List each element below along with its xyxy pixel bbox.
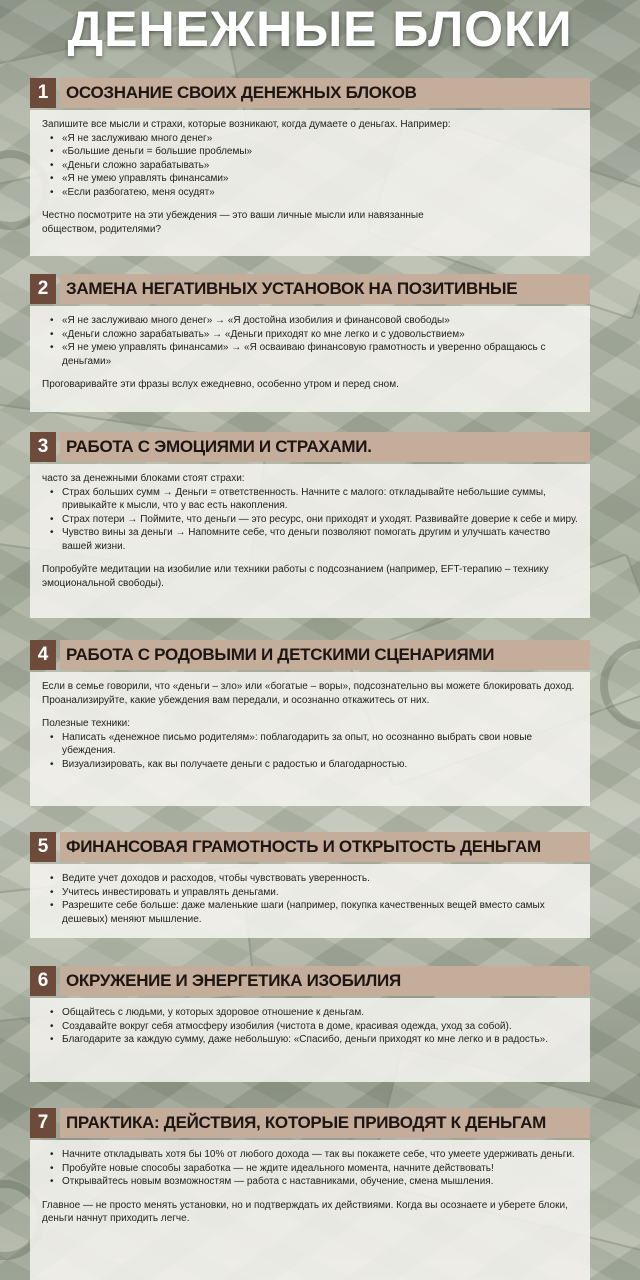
list-item: • Благодарите за каждую сумму, даже небольшую: «Спасибо, деньги приходят ко мне легко и в радость». xyxy=(50,1033,578,1047)
section-header xyxy=(30,432,590,462)
section-title: РАБОТА С РОДОВЫМИ И ДЕТСКИМИ СЦЕНАРИЯМИ xyxy=(60,640,590,670)
section-number: 5 xyxy=(30,832,56,862)
section-body xyxy=(30,306,590,412)
section-header xyxy=(30,640,590,670)
section-title: ЗАМЕНА НЕГАТИВНЫХ УСТАНОВОК НА ПОЗИТИВНЫЕ xyxy=(60,274,590,304)
section-outro: Честно посмотрите на эти убеждения — это ваши личные мысли или навязанные обществом, родителями? xyxy=(42,210,424,235)
section-title: ОСОЗНАНИЕ СВОИХ ДЕНЕЖНЫХ БЛОКОВ xyxy=(60,78,590,108)
section-body xyxy=(30,998,590,1082)
section-3 xyxy=(30,432,590,618)
list-item: • Создавайте вокруг себя атмосферу изобилия (чистота в доме, красивая одежда, уход за собой). xyxy=(50,1020,578,1034)
section-number: 6 xyxy=(30,966,56,996)
section-2 xyxy=(30,274,590,412)
section-outro: Проговаривайте эти фразы вслух ежедневно, особенно утром и перед сном. xyxy=(42,379,399,390)
section-5 xyxy=(30,832,590,938)
list-item: • Разрешите себе больше: даже маленькие шаги (например, покупка качественных вещей вместо самых дешевых) меняют мышление. xyxy=(50,899,578,926)
bullet-list xyxy=(42,1006,578,1047)
section-outro: Попробуйте медитации на изобилие или техники работы с подсознанием (например, EFT-терапию – технику эмоциональной свободы). xyxy=(42,564,549,589)
list-item: • «Я не заслуживаю много денег» xyxy=(50,132,578,146)
list-item: • «Деньги сложно зарабатывать» → «Деньги приходят ко мне легко и с удовольствием» xyxy=(50,328,578,342)
section-number: 1 xyxy=(30,78,56,108)
bullet-list xyxy=(42,1148,578,1189)
section-body xyxy=(30,1140,590,1280)
section-header xyxy=(30,274,590,304)
list-item: • Визуализировать, как вы получаете деньги с радостью и благодарностью. xyxy=(50,758,578,772)
list-item: • Чувство вины за деньги → Напомните себе, что деньги позволяют помогать другим и улучшать качество вашей жизни. xyxy=(50,526,578,553)
list-item: • Ведите учет доходов и расходов, чтобы чувствовать уверенность. xyxy=(50,872,578,886)
list-item: • «Я не умею управлять финансами» xyxy=(50,172,578,186)
section-number: 3 xyxy=(30,432,56,462)
section-body xyxy=(30,864,590,938)
list-item: • Общайтесь с людьми, у которых здоровое отношение к деньгам. xyxy=(50,1006,578,1020)
section-body xyxy=(30,672,590,806)
bullet-list xyxy=(42,314,578,368)
section-body xyxy=(30,464,590,618)
list-item: • Учитесь инвестировать и управлять деньгами. xyxy=(50,886,578,900)
section-title: РАБОТА С ЭМОЦИЯМИ И СТРАХАМИ. xyxy=(60,432,590,462)
list-item: • «Я не умею управлять финансами» → «Я осваиваю финансовую грамотность и уверенно обращаюсь с деньгами» xyxy=(50,341,578,368)
section-subheading: Полезные техники: xyxy=(42,718,130,729)
bullet-list xyxy=(42,132,578,200)
list-item: • «Большие деньги = большие проблемы» xyxy=(50,145,578,159)
section-title: ФИНАНСОВАЯ ГРАМОТНОСТЬ И ОТКРЫТОСТЬ ДЕНЬГАМ xyxy=(60,832,590,862)
section-number: 4 xyxy=(30,640,56,670)
section-number: 7 xyxy=(30,1108,56,1138)
page-title: ДЕНЕЖНЫЕ БЛОКИ xyxy=(67,1,573,57)
section-header xyxy=(30,1108,590,1138)
section-outro: Главное — не просто менять установки, но и подтверждать их действиями. Когда вы осознаете и уберете блоки, деньги начнут приходить легче. xyxy=(42,1199,568,1224)
list-item: • Страх больших сумм → Деньги = ответственность. Начните с малого: откладывайте небольшие суммы, привыкайте к мысли, что у вас есть накопления. xyxy=(50,486,578,513)
list-item: • «Деньги сложно зарабатывать» xyxy=(50,159,578,173)
list-item: • «Я не заслуживаю много денег» → «Я достойна изобилия и финансовой свободы» xyxy=(50,314,578,328)
bullet-list xyxy=(42,731,578,772)
section-header xyxy=(30,832,590,862)
section-header xyxy=(30,78,590,108)
section-intro: часто за денежными блоками стоят страхи: xyxy=(42,473,245,484)
section-1 xyxy=(30,78,590,256)
list-item: • Пробуйте новые способы заработка — не ждите идеального момента, начните действовать! xyxy=(50,1162,578,1176)
section-number: 2 xyxy=(30,274,56,304)
list-item: • Начните откладывать хотя бы 10% от любого дохода — так вы покажете себе, что умеете удерживать деньги. xyxy=(50,1148,578,1162)
section-title: ПРАКТИКА: ДЕЙСТВИЯ, КОТОРЫЕ ПРИВОДЯТ К ДЕНЬГАМ xyxy=(60,1108,590,1138)
section-intro: Запишите все мысли и страхи, которые возникают, когда думаете о деньгах. Например: xyxy=(42,119,451,130)
bullet-list xyxy=(42,872,578,926)
list-item: • Страх потери → Поймите, что деньги — это ресурс, они приходят и уходят. Развивайте доверие к себе и миру. xyxy=(50,513,578,527)
section-4 xyxy=(30,640,590,806)
section-intro: Если в семье говорили, что «деньги – зло» или «богатые – воры», подсознательно вы можете блокировать доход. Проанализируйте, какие убеждения вам передали, и осознанно откажитесь от них. xyxy=(42,681,575,706)
section-7 xyxy=(30,1108,590,1280)
bullet-list xyxy=(42,486,578,554)
list-item: • Написать «денежное письмо родителям»: поблагодарить за опыт, но осознанно выбрать свои новые убеждения. xyxy=(50,731,578,758)
section-body xyxy=(30,110,590,256)
section-title: ОКРУЖЕНИЕ И ЭНЕРГЕТИКА ИЗОБИЛИЯ xyxy=(60,966,590,996)
list-item: • «Если разбогатею, меня осудят» xyxy=(50,186,578,200)
section-6 xyxy=(30,966,590,1082)
section-header xyxy=(30,966,590,996)
list-item: • Открывайтесь новым возможностям — работа с наставниками, обучение, смена мышления. xyxy=(50,1175,578,1189)
